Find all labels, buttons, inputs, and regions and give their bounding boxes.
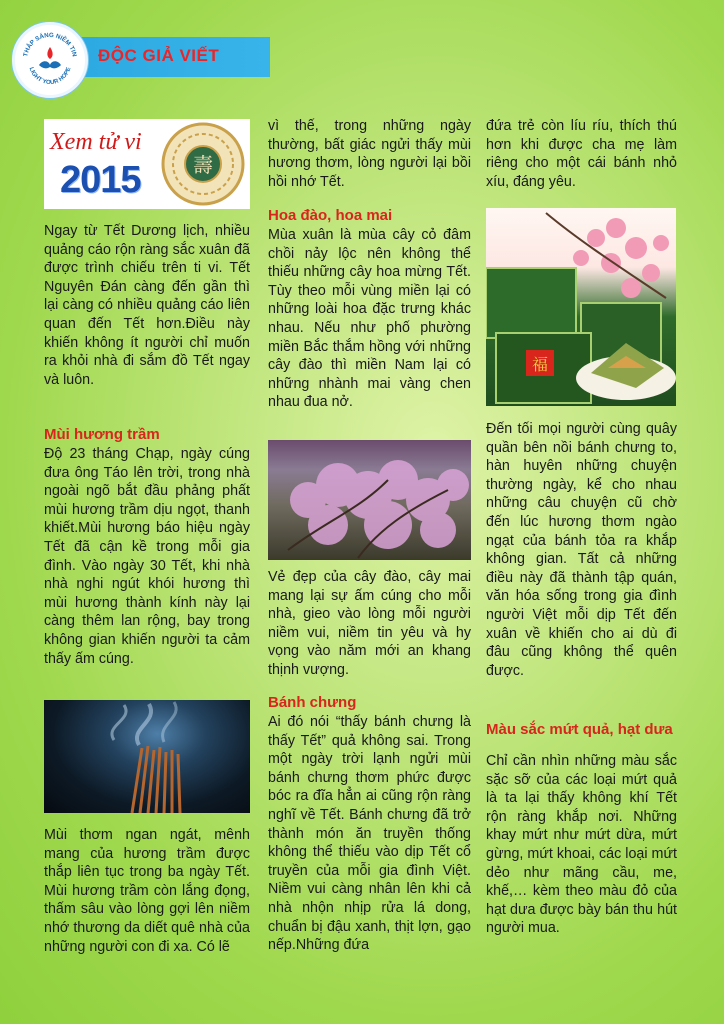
column-1-section-incense [44, 425, 250, 668]
column-3-section-candied-fruit [486, 720, 677, 938]
logo-text-top: THẮP SÁNG NIỀM TIN [22, 31, 78, 58]
zodiac-wheel-icon [158, 119, 248, 209]
seal-glyph: 壽 [193, 153, 213, 177]
column-3-top [486, 117, 677, 191]
paragraph: Ai đó nói “thấy bánh chưng là thấy Tết” quả không sai. Trong một ngày trời lạnh ngửi mùi bánh chưng thơm phức được bóc ra đĩa hẳn ai cũng rộn ràng nghĩ về Tết. Bánh chưng đã trở thành món ăn truyền thống không thể thiếu vào dịp Tết cổ truyền của mỗi gia đình Việt. Niềm vui càng nhân lên khi cả nhà nhộn nhịp rửa lá dong, chuẩn bị đậu xanh, thịt lợn, gạo nếp.Những đứa [268, 714, 471, 954]
paragraph: vì thế, trong những ngày thường, bất giác ngửi thấy mùi hương thơm, lòng người lại bồi hồi nhớ Tết. [268, 118, 471, 190]
paragraph: đứa trẻ còn líu ríu, thích thú hơn khi được cha mẹ làm riêng cho một cái bánh nhỏ xíu, đáng yêu. [486, 118, 677, 190]
column-1-continued [44, 826, 250, 956]
paragraph: Độ 23 tháng Chạp, ngày cúng đưa ông Táo lên trời, trong nhà ngoài ngõ bắt đầu phảng phất mùi hương trầm dịu ngọt, thanh khiết.Mùi hương báo hiệu ngày Tết đã cận kề trong mỗi gia đình. Vào ngày 30 Tết, khi nhà nhà nghi ngút khói hương thì mùi hương thành kính này lại càng thêm lan rộng, bay trong không gian khiến người ta cảm thấy ấm cúng. [44, 446, 250, 667]
column-2-top [268, 117, 471, 191]
incense-image [44, 700, 250, 813]
logo-text-bottom: LIGHT YOUR HOPE [27, 66, 73, 87]
heading-banh-chung: Bánh chưng [268, 694, 357, 711]
heading-incense: Mùi hương trầm [44, 426, 160, 443]
section-title: ĐỘC GIẢ VIẾT [98, 46, 220, 65]
logo-emblem-icon [15, 25, 85, 95]
paragraph: Ngay từ Tết Dương lịch, nhiều quảng cáo rộn ràng sắc xuân đã được trình chiếu trên ti vi. Tết Nguyên Đán càng đến gần thì lại càng có nhiều quảng cáo liên quan đến Tết hơn.Điều này khiến không ít người chỉ muốn ra khỏi nhà đi sắm đồ Tết ngay và luôn. [44, 223, 250, 388]
svg-text:LIGHT YOUR HOPE [28, 67, 73, 87]
logo [12, 22, 88, 98]
column-3-banhchung-continued [486, 420, 677, 680]
column-2-section-banhchung [268, 693, 471, 955]
banh-chung-image [486, 208, 676, 406]
horoscope-image-title: Xem tử vi [50, 129, 142, 155]
column-2-flowers-continued [268, 568, 471, 680]
label-glyph: 福 [531, 355, 549, 374]
heading-candied-fruit: Màu sắc mứt quả, hạt dưa [486, 721, 673, 738]
column-1-intro [44, 222, 250, 389]
peach-blossom-image [268, 440, 471, 560]
column-2-section-flowers [268, 206, 471, 412]
paragraph: Chỉ cần nhìn những màu sắc sặc sỡ của các loại mứt quả là ta lại thấy không khí Tết rộn ràng khắp nơi. Những khay mứt như mứt dừa, mứt gừng, mứt khoai, các loại mứt dẻo như mãng cầu, me, khế,… kèm theo màu đỏ của hạt dưa được bày bán thu hút người mua. [486, 753, 677, 937]
paragraph: Mùi thơm ngan ngát, mênh mang của hương trầm được thắp liên tục trong ba ngày Tết. Mùi hương trầm còn lắng đọng, thấm sâu vào lòng gợi lên niềm nhớ thương da diết quê nhà của những người con đi xa. Có lẽ [44, 827, 250, 955]
paragraph: Mùa xuân là mùa cây cỏ đâm chồi nảy lộc nên không thể thiếu những cây hoa mừng Tết. Tùy theo mỗi vùng miền lại có những loài hoa đặc trưng khác nhau. Nếu như phố phường miền Bắc thắm hồng với những cây đào thì miền Nam lại có những nhành mai vàng chen nhau đua nở. [268, 227, 471, 411]
horoscope-image [44, 119, 250, 209]
paragraph: Vẻ đẹp của cây đào, cây mai mang lại sự ấm cúng cho mỗi nhà, gieo vào lòng mỗi người niềm vui, niềm tin yêu và hy vọng vào năm mới an khang thịnh vượng. [268, 569, 471, 678]
heading-flowers: Hoa đào, hoa mai [268, 207, 393, 224]
paragraph: Đến tối mọi người cùng quây quần bên nồi bánh chưng to, hàn huyên những chuyện thường ngày, kể cho nhau những câu chuyện cũ chờ đến lúc hương thơm ngào ngạt của bánh tỏa ra khắp không gian. Tất cả những điều này đã thành tập quán, văn hóa sống trong gia đình người Việt mỗi dịp Tết đến xuân về khiến cho ai dù đi đâu cũng không thể quên được. [486, 421, 677, 679]
horoscope-image-year: 2015 [60, 159, 141, 201]
